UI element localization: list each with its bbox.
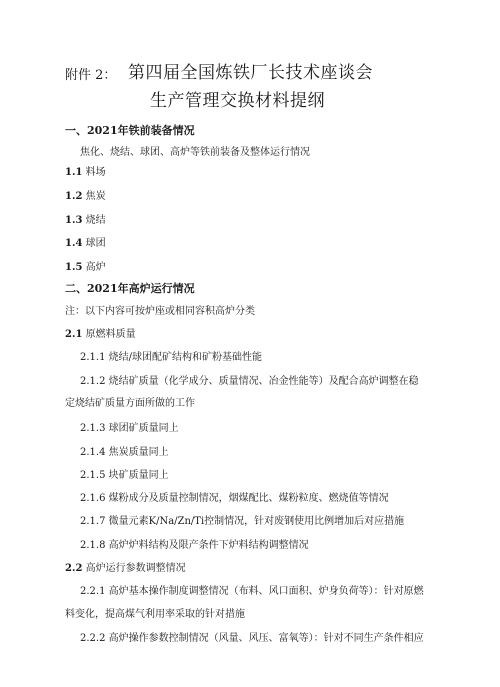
- document-title-line1: 第四届全国炼铁厂长技术座谈会: [128, 63, 373, 83]
- list-item: 2.1.1 烧结/球团配矿结构和矿粉基础性能: [80, 352, 262, 363]
- item-label: 高炉: [85, 262, 106, 273]
- list-item-continuation: 料变化，提高煤气利用率采取的针对措施: [65, 609, 245, 620]
- list-item: 2.1.2 烧结矿质量（化学成分、质量情况、冶金性能等）及配合高炉调整在稳: [80, 376, 419, 387]
- subsection-label: 高炉运行参数调整情况: [85, 563, 186, 574]
- subsection-heading: [65, 559, 186, 574]
- subsection-number: 2.1: [65, 329, 83, 340]
- item-label: 烧结: [85, 215, 106, 226]
- list-item: 2.1.6 煤粉成分及质量控制情况，烟煤配比、煤粉粒度、燃烧值等情况: [80, 493, 389, 504]
- list-item: 2.1.5 块矿质量同上: [80, 470, 169, 481]
- list-item: 2.1.8 高炉炉料结构及限产条件下炉料结构调整情况: [80, 540, 309, 551]
- list-item: 2.2.2 高炉操作参数控制情况（风量、风压、富氧等）：针对不同生产条件相应: [80, 633, 424, 644]
- section-intro: 焦化、烧结、球团、高炉等铁前装备及整体运行情况: [80, 147, 310, 158]
- item-label: 料场: [85, 167, 106, 178]
- list-item: 2.2.1 高炉基本操作制度调整情况（布料、风口面积、炉身负荷等）：针对原燃: [80, 586, 424, 597]
- section-heading: 一、2021年铁前装备情况: [65, 124, 195, 137]
- item-number: 1.5: [65, 262, 83, 273]
- annex-label: 附件 2：: [65, 68, 117, 83]
- list-item: [65, 163, 106, 178]
- section-heading: 二、2021年高炉运行情况: [65, 282, 195, 295]
- item-label: 球团: [85, 238, 106, 249]
- document-title-line2: 生产管理交换材料提纲: [150, 91, 325, 111]
- subsection-label: 原燃料质量: [85, 329, 136, 340]
- list-item: 2.1.3 球团矿质量同上: [80, 423, 179, 434]
- list-item: [65, 234, 106, 249]
- item-label: 焦炭: [85, 191, 106, 202]
- subsection-number: 2.2: [65, 563, 83, 574]
- subsection-heading: [65, 325, 136, 340]
- item-number: 1.2: [65, 191, 83, 202]
- list-item: [65, 258, 106, 273]
- list-item: 2.1.7 微量元素K/Na/Zn/Ti控制情况，针对废钢使用比例增加后对应措施: [80, 516, 405, 527]
- section-note: 注：以下内容可按炉座或相同容积高炉分类: [65, 306, 255, 317]
- list-item: [65, 187, 106, 202]
- list-item-continuation: 定烧结矿质量方面所做的工作: [65, 398, 195, 409]
- item-number: 1.3: [65, 215, 83, 226]
- list-item: 2.1.4 焦炭质量同上: [80, 447, 169, 458]
- item-number: 1.1: [65, 167, 83, 178]
- item-number: 1.4: [65, 238, 83, 249]
- list-item: [65, 211, 106, 226]
